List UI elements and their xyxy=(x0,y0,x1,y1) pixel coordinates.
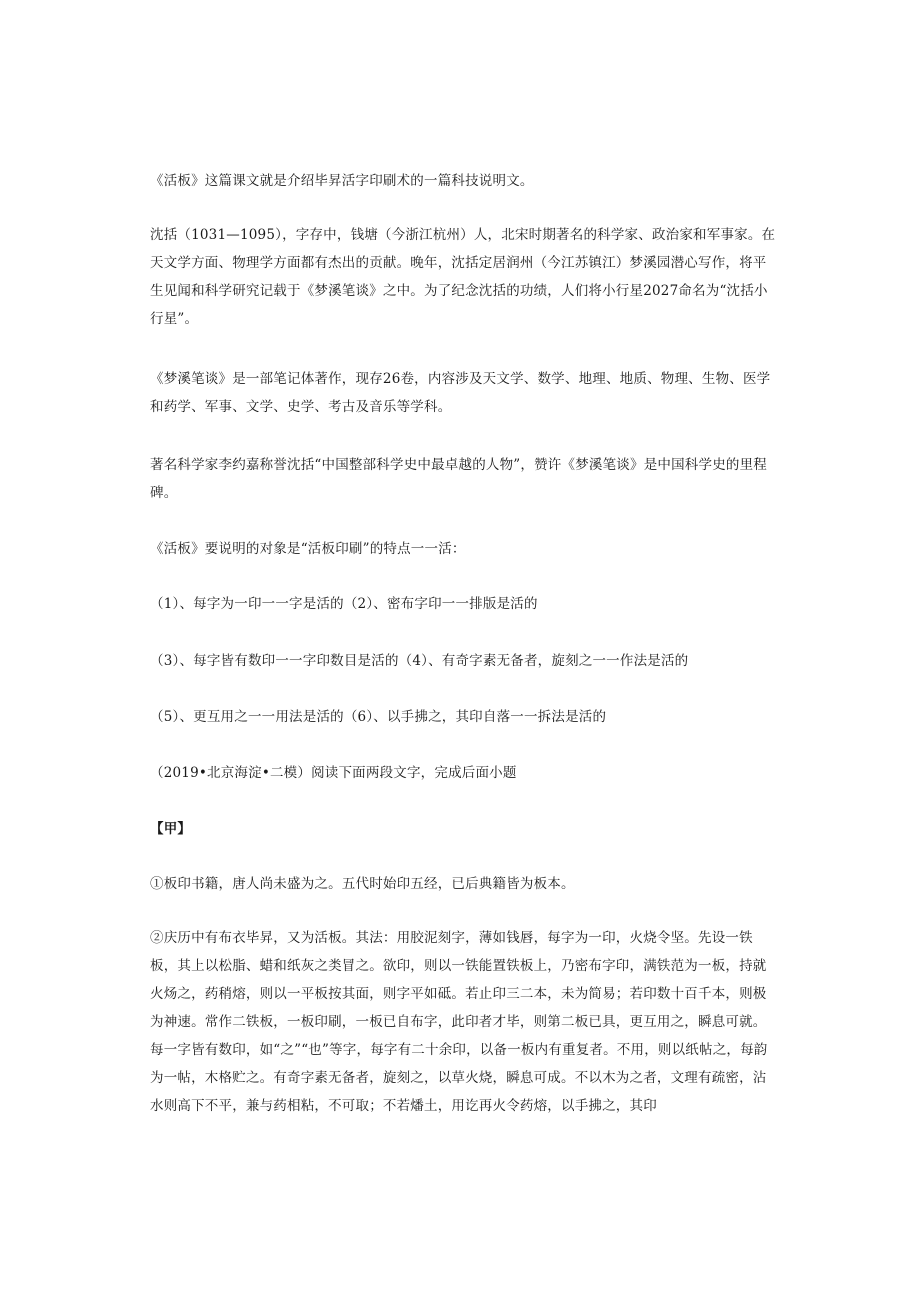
classical-text-2: ②庆历中有布衣毕昇，又为活板。其法：用胶泥刻字，薄如钱唇，每字为一印，火烧令坚。先设一铁板，其上以松脂、蜡和纸灰之类冒之。欲印，则以一铁能置铁板上，乃密布字印，满铁范为一板，持就火炀之，药稍熔，则以一平板按其面，则字平如砥。若止印三二本，未为简易；若印数十百千本，则极为神速。常作二铁板，一板印刷，一板已自布字，此印者才毕，则第二板已具，更互用之，瞬息可就。每一字皆有数印，如“之”“也”等字，每字有二十余印，以备一板内有重复者。不用，则以纸帖之，每韵为一帖，木格贮之。有奇字素无备者，旋刻之，以草火烧，瞬息可成。不以木为之者，文理有疏密，沾水则高下不平，兼与药相粘，不可取；不若燔土，用讫再火令药熔，以手拂之，其印 xyxy=(150,930,768,1114)
topic-paragraph: 《活板》要说明的对象是“活板印刷”的特点一一活： xyxy=(150,541,466,557)
mengxi-bitan-paragraph: 《梦溪笔谈》是一部笔记体著作，现存26卷，内容涉及天文学、数学、地理、地质、物理、生物、医学和药学、军事、文学、史学、考古及音乐等学科。 xyxy=(150,371,771,415)
feature-item-1-2: （1）、每字为一印一一字是活的（2）、密布字印一一排版是活的 xyxy=(150,596,538,612)
feature-item-3-4: （3）、每字皆有数印一一字印数目是活的（4）、有奇字素无备者，旋刻之一一作法是活的 xyxy=(150,653,689,669)
intro-paragraph: 《活板》这篇课文就是介绍毕昇活字印刷术的一篇科技说明文。 xyxy=(150,173,534,189)
needham-praise-paragraph: 著名科学家李约嘉称誉沈括“中国整部科学史中最卓越的人物”，赞许《梦溪笔谈》是中国科学史的里程碑。 xyxy=(150,457,768,501)
feature-item-5-6: （5）、更互用之一一用法是活的（6）、以手拂之，其印自落一一拆法是活的 xyxy=(150,709,607,725)
section-label-jia: 【甲】 xyxy=(150,821,192,837)
shen-kuo-bio-paragraph: 沈括（1031—1095），字存中，钱塘（今浙江杭州）人，北宋时期著名的科学家、政治家和军事家。在天文学方面、物理学方面都有杰出的贡献。晚年，沈括定居润州（今江苏镇江）梦溪园潜心写作，将平生见闻和科学研究记载于《梦溪笔谈》之中。为了纪念沈括的功绩，人们将小行星2027命名为“沈括小行星”。 xyxy=(150,227,776,327)
exam-question-heading: （2019•北京海淀•二模）阅读下面两段文字，完成后面小题 xyxy=(150,765,517,781)
classical-text-1: ①板印书籍，唐人尚未盛为之。五代时始印五经，已后典籍皆为板本。 xyxy=(150,876,575,892)
